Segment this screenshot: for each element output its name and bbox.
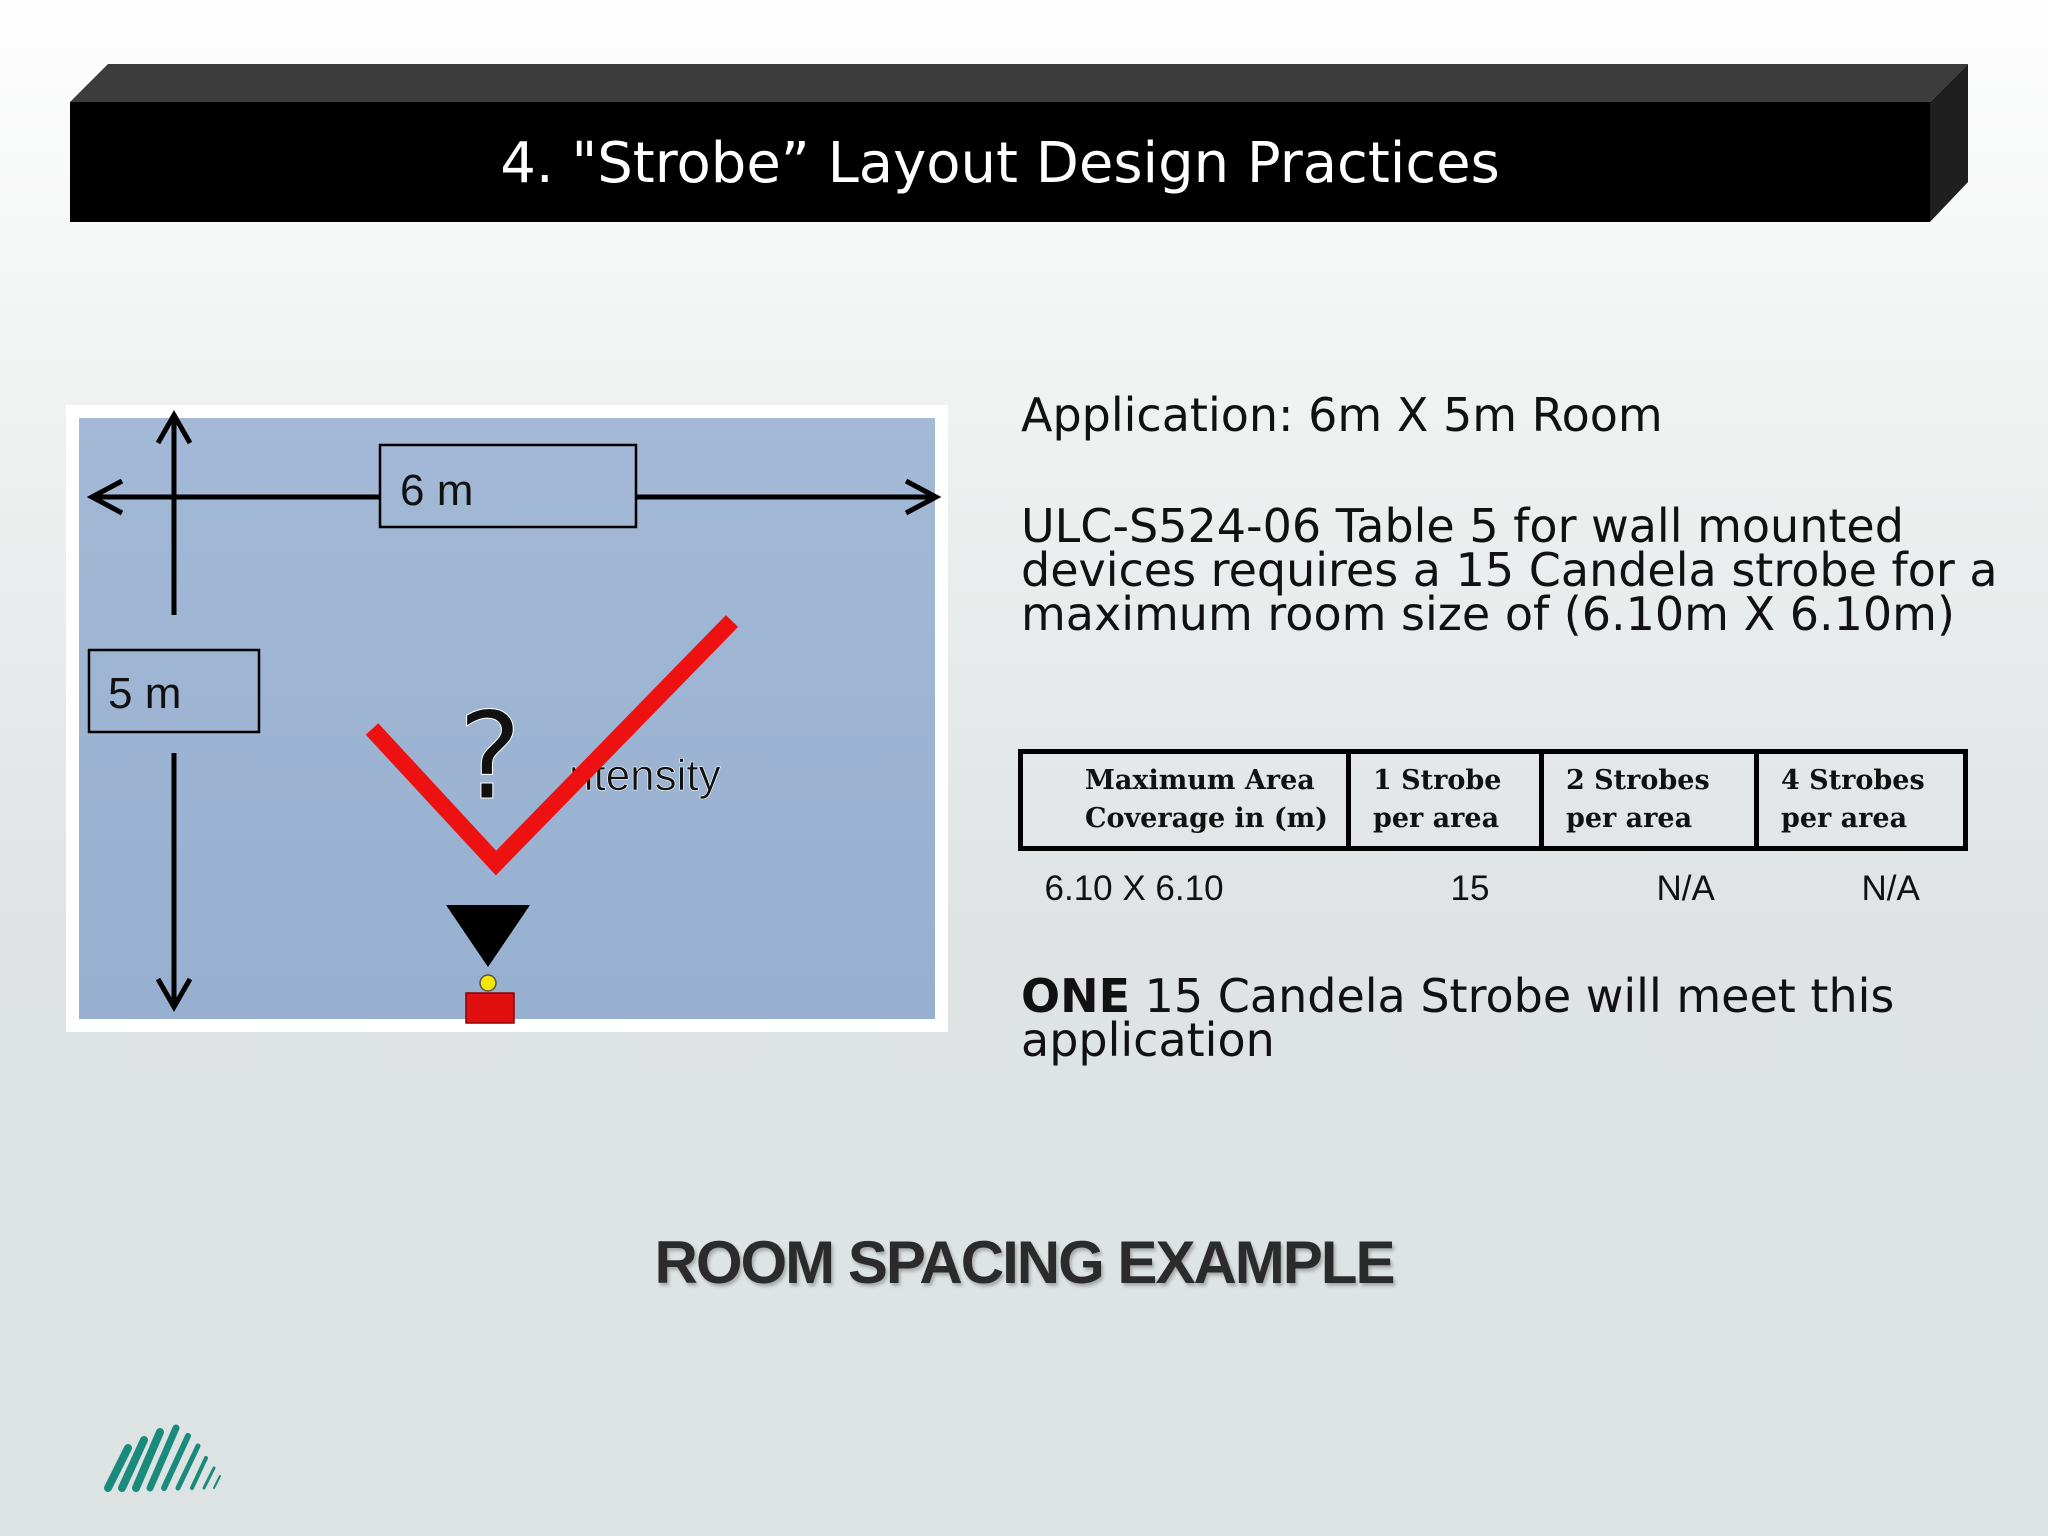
table-header-row [1021, 752, 1966, 849]
requirement-paragraph: ULC-S524-06 Table 5 for wall mounted devices requires a 15 Candela strobe for a maximum room size of (6.10m X 6.10m) [1021, 499, 1998, 641]
title-bar [70, 64, 1968, 222]
result-text: 15 Candela Strobe will meet this application [1021, 969, 1895, 1067]
company-logo [100, 1400, 250, 1500]
example-title: ROOM SPACING EXAMPLE [654, 1229, 1394, 1296]
table-row [1021, 849, 1966, 928]
header-1-strobe: 1 Strobe per area [1349, 752, 1542, 849]
intensity-label: ntensity [569, 751, 721, 800]
application-heading: Application: 6m X 5m Room [1021, 388, 1663, 442]
spec-table [1018, 749, 1963, 927]
cell-area: 6.10 X 6.10 [1044, 869, 1224, 908]
header-2-strobes: 2 Strobes per area [1542, 752, 1757, 849]
cell-1-strobe: 15 [1450, 869, 1490, 908]
cell-4-strobes: N/A [1861, 869, 1920, 908]
header-4-strobes: 4 Strobes per area [1757, 752, 1966, 849]
question-mark: ? [458, 688, 522, 827]
result-emphasis: ONE [1021, 969, 1131, 1023]
result-statement [1021, 969, 2021, 1067]
room-diagram [66, 405, 948, 1032]
cell-2-strobes: N/A [1656, 869, 1715, 908]
height-label: 5 m [108, 669, 182, 718]
width-label: 6 m [400, 466, 474, 515]
header-max-area: Maximum Area Coverage in (m) [1021, 752, 1349, 849]
slide-title: 4. "Strobe” Layout Design Practices [500, 131, 1500, 196]
